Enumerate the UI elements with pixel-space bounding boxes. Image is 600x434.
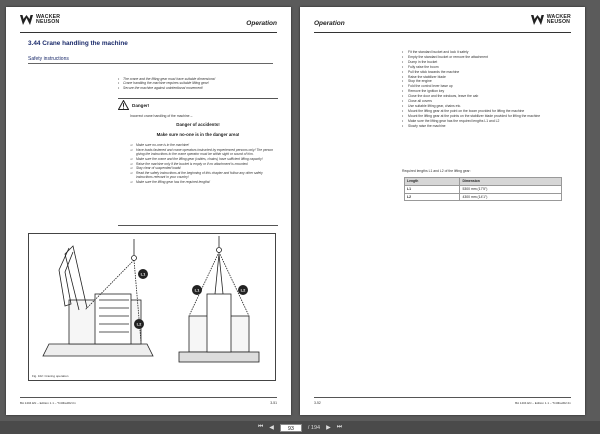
brand-line1: WACKER xyxy=(546,14,571,20)
danger-header xyxy=(118,100,149,110)
page-number: 3-52 xyxy=(314,401,321,405)
subsection-title: Safety instructions xyxy=(28,56,69,62)
page-number-input[interactable]: 93 xyxy=(280,424,302,432)
brand-logo xyxy=(531,15,571,26)
list-item: • Crane handling the machine requires suitable lifting gear! xyxy=(118,81,278,85)
brand-mark-icon xyxy=(20,15,33,25)
figure-craning xyxy=(28,233,276,381)
footer-divider xyxy=(314,397,571,398)
list-item: ⇒ Read the safety instructions at the beginning of this chapter and follow any other safety instructions relevant in your country! xyxy=(130,171,280,179)
danger-bottom-rule xyxy=(118,225,278,226)
list-item: • Use suitable lifting gear, chains etc. xyxy=(402,104,572,109)
danger-label: Danger! xyxy=(132,102,150,108)
table-cell: L2 xyxy=(405,193,460,201)
list-item: • Pull the stick towards the machine xyxy=(402,70,572,75)
list-item: • Slowly raise the machine xyxy=(402,124,572,129)
previous-page-icon[interactable]: ◀ xyxy=(269,425,274,431)
list-item: • Raise the stabilizer blade xyxy=(402,75,572,80)
list-item: ⇒ Stay clear of suspended loads! xyxy=(130,166,280,170)
callout-l1-side: L1 xyxy=(140,271,146,277)
footer-doc-id: BA 1404 EN – Edition 1.1 – *b40ba302.fm xyxy=(20,401,76,405)
procedure-steps xyxy=(402,50,572,129)
list-item: • Empty the standard bucket or remove the attachment xyxy=(402,55,572,60)
lengths-table xyxy=(404,177,562,201)
list-item: ⇒ Make sure the lifting gear has the required lengths! xyxy=(130,180,280,184)
list-item: • Mount the lifting gear at the points on the stabilizer blade provided for lifting the machine xyxy=(402,114,572,119)
last-page-icon[interactable]: ⏭ xyxy=(336,424,343,430)
brand-mark-icon xyxy=(531,15,544,25)
table-cell: 4300 mm (14'1") xyxy=(460,193,562,201)
header-title: Operation xyxy=(246,20,277,27)
page-number: 3-51 xyxy=(270,401,277,405)
column-header: Dimension xyxy=(460,178,562,186)
figure-caption: Fig. 102: Craning operation xyxy=(32,374,69,378)
brand-line1: WACKER xyxy=(36,14,61,20)
left-page xyxy=(6,7,291,415)
list-item: • Fold the control lever base up xyxy=(402,84,572,89)
list-item: ⇒ Make sure no-one is in the machine! xyxy=(130,143,280,147)
brand-line2: NEUSON xyxy=(36,19,60,26)
list-item: ⇒ Have loads fastened and crane operators instructed by experienced persons only! The person giving the instructions to the crane operator must be within sight or sound of him. xyxy=(130,148,280,156)
list-item: • Remove the ignition key xyxy=(402,89,572,94)
brand-line2: NEUSON xyxy=(546,19,571,26)
required-lengths-text: Required lengths L1 and L2 of the lifting gear: xyxy=(402,169,471,173)
list-item: • Close all covers xyxy=(402,99,572,104)
excavator-side-tracks xyxy=(43,344,153,356)
table-row xyxy=(405,193,562,201)
danger-line2: Make sure no-one is in the danger area! xyxy=(156,132,240,137)
subsection-divider xyxy=(28,63,273,64)
list-item: • Fit the standard bucket and lock it safely xyxy=(402,50,572,55)
table-cell: 5300 mm (17'5") xyxy=(460,185,562,193)
excavator-front-boom xyxy=(215,254,223,294)
list-item: • Secure the machine against unintentional movement! xyxy=(118,86,278,90)
excavator-crane-illustration xyxy=(29,234,275,374)
callout-l2-front: L2 xyxy=(240,287,246,293)
table-row xyxy=(405,185,562,193)
danger-line1: Danger of accidents! xyxy=(176,122,220,127)
callout-l2-side: L2 xyxy=(136,321,142,327)
list-item: • Stop the engine xyxy=(402,79,572,84)
brand-logo xyxy=(20,15,60,26)
viewer-toolbar xyxy=(0,421,600,434)
footer-divider xyxy=(20,397,277,398)
right-page xyxy=(300,7,585,415)
first-page-icon[interactable]: ⏮ xyxy=(257,424,264,430)
danger-top-rule xyxy=(118,98,278,99)
footer-doc-id: BA 1404 EN – Edition 1.1 – *b40ba302.fm xyxy=(515,401,571,405)
list-item: • Fully raise the boom xyxy=(402,65,572,70)
table-cell: L1 xyxy=(405,185,460,193)
header-divider xyxy=(20,32,277,33)
section-title: 3.44 Crane handling the machine xyxy=(28,40,128,47)
list-item: • Close the door and the windows, leave the cab xyxy=(402,94,572,99)
safety-bullets xyxy=(118,77,278,90)
table-header-row xyxy=(405,178,562,186)
page-total: / 194 xyxy=(307,424,321,431)
column-header: Length xyxy=(405,178,460,186)
list-item: • Dump in the bucket xyxy=(402,60,572,65)
danger-text: Incorrect crane handling of the machine – xyxy=(130,114,193,118)
warning-triangle-icon xyxy=(118,100,129,110)
list-item: ⇒ Raise the machine only if the bucket is empty or if no attachment is mounted. xyxy=(130,162,280,166)
next-page-icon[interactable]: ▶ xyxy=(326,425,331,431)
list-item: • Mount the lifting gear at the point on the boom provided for lifting the machine xyxy=(402,109,572,114)
callout-l1-front: L1 xyxy=(194,287,200,293)
danger-instructions xyxy=(130,143,280,185)
list-item: • The crane and the lifting gear must have suitable dimensions! xyxy=(118,77,278,81)
header-title: Operation xyxy=(314,20,345,27)
list-item: • Make sure the lifting gear has the required lengths L1 and L2 xyxy=(402,119,572,124)
header-divider xyxy=(314,32,571,33)
list-item: ⇒ Make sure the crane and the lifting gear (cables, chains) have sufficient lifting capacity! xyxy=(130,157,280,161)
